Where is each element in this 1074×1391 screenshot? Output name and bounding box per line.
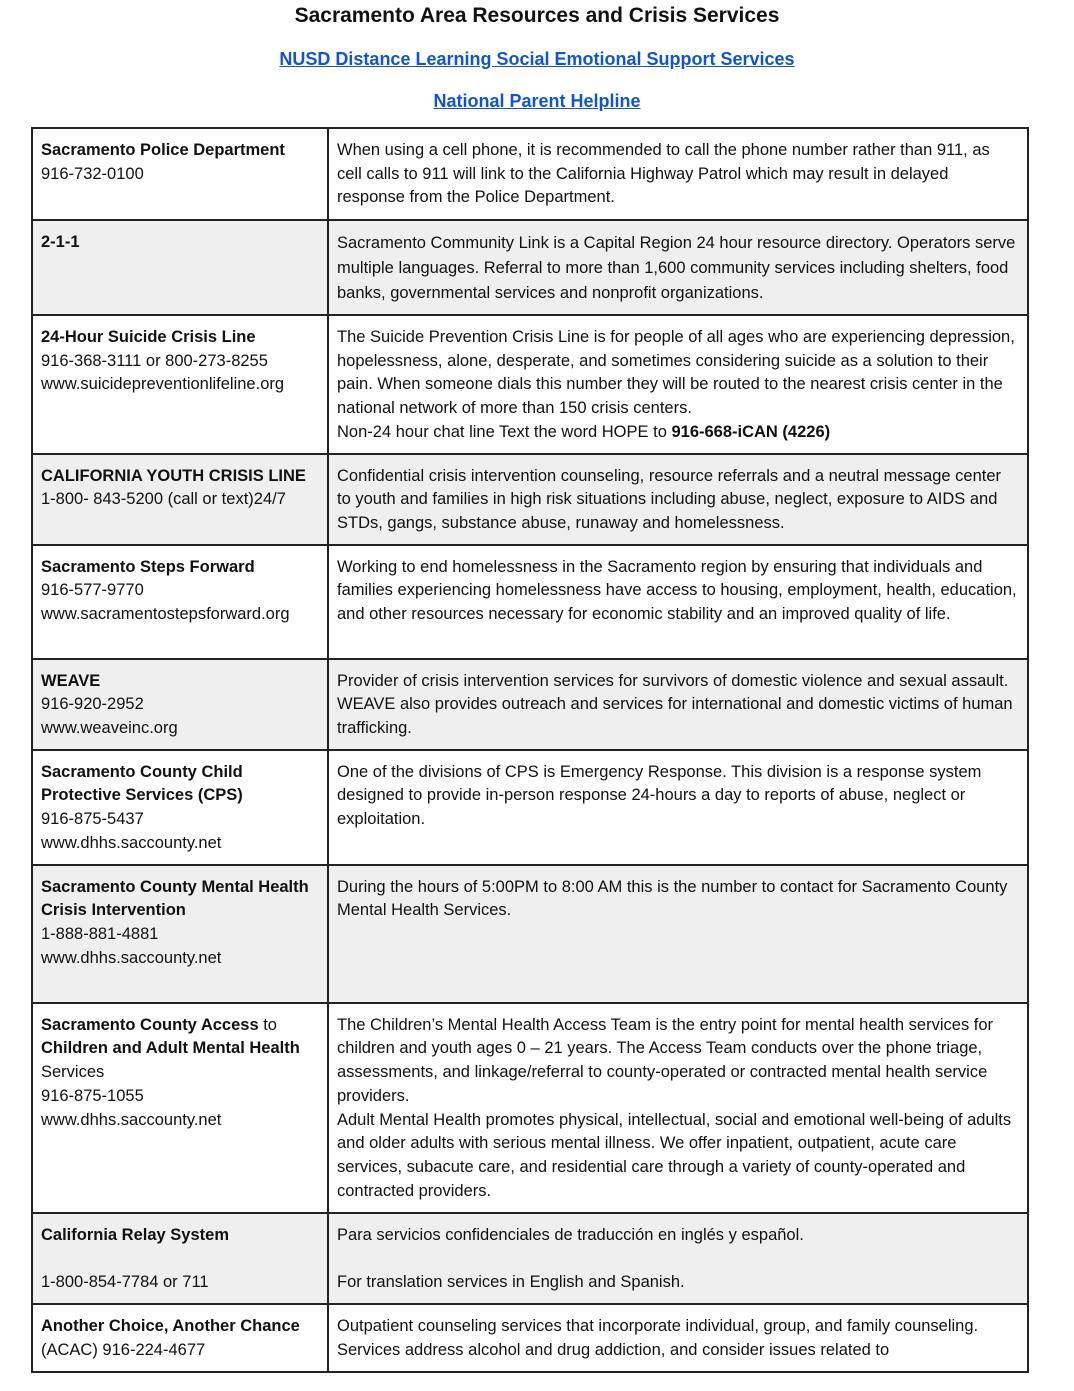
resource-contact: [32, 1003, 328, 1213]
resource-contact: [32, 545, 328, 659]
resource-phone: 916-732-0100: [41, 164, 144, 183]
resource-description: [328, 220, 1028, 315]
resource-name-line3: Services: [41, 1063, 105, 1082]
resource-contact: [32, 1213, 328, 1304]
resource-name: [41, 1014, 319, 1038]
resource-phone: 1-800- 843-5200 (call or text)24/7: [41, 490, 286, 509]
resource-name-bold: Sacramento County Access: [41, 1015, 259, 1034]
resource-description: [328, 750, 1028, 865]
resource-contact: [32, 315, 328, 454]
resource-website: www.suicidepreventionlifeline.org: [41, 375, 285, 394]
resource-description: [328, 865, 1028, 1003]
page-title: Sacramento Area Resources and Crisis Services: [294, 4, 780, 27]
table-row: [32, 750, 1028, 865]
resource-contact: [32, 1304, 328, 1371]
resource-phone: 916-577-9770: [41, 581, 144, 600]
description-text: The Children’s Mental Health Access Team is the entry point for mental health services for children and youth ages 0 – 21 years. The Access Team conducts over the phone triage, assessments, and linkage/referral to county-operated or contracted mental health service providers.: [337, 1015, 994, 1105]
table-row: [32, 128, 1028, 220]
resource-description: [328, 659, 1028, 750]
resource-name: CALIFORNIA YOUTH CRISIS LINE: [41, 466, 306, 485]
resource-phone: (ACAC) 916-224-4677: [41, 1340, 206, 1359]
spacer: [41, 1247, 319, 1271]
spacer: [337, 1247, 1019, 1271]
description-text: Confidential crisis intervention counseling, resource referrals and a neutral message center to youth and families in high risk situations including abuse, neglect, exposure to AIDS and STDs, gangs, substance abuse, runaway and homelessness.: [337, 466, 1002, 532]
resource-description: [328, 128, 1028, 220]
resource-phone: 1-888-881-4881: [41, 925, 159, 944]
resource-contact: [32, 454, 328, 545]
description-text: Provider of crisis intervention services for survivors of domestic violence and sexual assault. WEAVE also provides outreach and services for international and domestic victims of human trafficking.: [337, 671, 1013, 738]
description-text: One of the divisions of CPS is Emergency Response. This division is a response system designed to provide in-person response 24-hours a day to reports of abuse, neglect or exploitation.: [337, 762, 982, 829]
national-parent-helpline-link[interactable]: National Parent Helpline: [433, 91, 641, 111]
resource-phone: 1-800-854-7784 or 711: [41, 1273, 209, 1292]
resource-description: [328, 454, 1028, 545]
resource-phone: 916-920-2952: [41, 695, 144, 714]
resource-phone: 916-368-3111 or 800-273-8255: [41, 351, 268, 370]
resource-contact: [32, 750, 328, 865]
resource-contact: [32, 865, 328, 1003]
description-text: Sacramento Community Link is a Capital Region 24 hour resource directory. Operators serve multiple languages. Referral to more than 1,600 community services including shelters, food banks, governmental services and nonprofit organizations.: [337, 234, 1016, 302]
resource-name: California Relay System: [41, 1225, 229, 1244]
resource-website: www.sacramentostepsforward.org: [41, 605, 290, 624]
description-text-2: For translation services in English and Spanish.: [337, 1273, 685, 1292]
resource-contact: [32, 659, 328, 750]
resource-name-line2: Children and Adult Mental Health: [41, 1039, 300, 1058]
table-row: [32, 220, 1028, 315]
table-row: [32, 865, 1028, 1003]
resource-description: [328, 315, 1028, 454]
resource-name: Sacramento County Mental Health: [41, 877, 309, 896]
resource-name-plain: to: [258, 1015, 277, 1034]
table-row: [32, 1213, 1028, 1304]
description-text: During the hours of 5:00PM to 8:00 AM this is the number to contact for Sacramento County Mental Health Services.: [337, 877, 1008, 920]
table-row: [32, 1304, 1028, 1371]
table-row: [32, 545, 1028, 659]
table-row: [32, 315, 1028, 454]
resource-phone: 916-875-5437: [41, 810, 144, 829]
resource-description: [328, 1304, 1028, 1371]
resource-name: Another Choice, Another Chance: [41, 1317, 300, 1336]
resources-table: [31, 127, 1029, 1373]
resource-name: 2-1-1: [41, 233, 80, 251]
resource-name: WEAVE: [41, 671, 101, 690]
resource-phone: 916-875-1055: [41, 1086, 144, 1105]
resource-description: [328, 545, 1028, 659]
resource-name: Sacramento Steps Forward: [41, 557, 255, 576]
resource-contact: [32, 220, 328, 315]
resource-description: [328, 1003, 1028, 1213]
resource-website: www.dhhs.saccounty.net: [41, 833, 222, 852]
resource-contact: [32, 128, 328, 220]
table-row: [32, 1003, 1028, 1213]
resource-name-line2: Crisis Intervention: [41, 901, 186, 920]
description-text: Outpatient counseling services that incorporate individual, group, and family counseling. Services address alcohol and drug addiction, and consider issues related to: [337, 1317, 979, 1359]
description-text: The Suicide Prevention Crisis Line is for people of all ages who are experiencing depression, hopelessness, alone, desperate, and sometimes considering suicide as a solution to their pain. When someone dials this number they will be routed to the nearest crisis center in the national network of more than 150 crisis centers.: [337, 328, 1015, 418]
chat-line-text: [337, 421, 1019, 445]
chat-line-number: 916-668-iCAN (4226): [671, 422, 831, 441]
description-text: Para servicios confidenciales de traducción en inglés y español.: [337, 1225, 804, 1244]
resource-website: www.dhhs.saccounty.net: [41, 1110, 222, 1129]
nusd-support-link[interactable]: NUSD Distance Learning Social Emotional Support Services: [279, 49, 795, 69]
table-row: [32, 454, 1028, 545]
description-text: Working to end homelessness in the Sacramento region by ensuring that individuals and families experiencing homelessness have access to housing, employment, health, education, and other resources necessary for economic stability and an improved quality of life.: [337, 557, 1017, 624]
resource-name: Sacramento Police Department: [41, 141, 285, 159]
resource-name: 24-Hour Suicide Crisis Line: [41, 328, 256, 346]
resource-name: Sacramento County Child Protective Services (CPS): [41, 762, 243, 805]
chat-line-label: Non-24 hour chat line Text the word HOPE to: [337, 422, 672, 441]
resource-website: www.dhhs.saccounty.net: [41, 948, 222, 967]
resource-website: www.weaveinc.org: [41, 719, 178, 738]
description-text: When using a cell phone, it is recommended to call the phone number rather than 911, as cell calls to 911 will link to the California Highway Patrol which may result in delayed response from the Police Department.: [337, 141, 990, 207]
table-row: [32, 659, 1028, 750]
resource-description: [328, 1213, 1028, 1304]
description-text-2: Adult Mental Health promotes physical, intellectual, social and emotional well-being of adults and older adults with serious mental illness. We offer inpatient, outpatient, acute care services, subacute care, and residential care through a variety of county-operated and contracted providers.: [337, 1110, 1012, 1200]
